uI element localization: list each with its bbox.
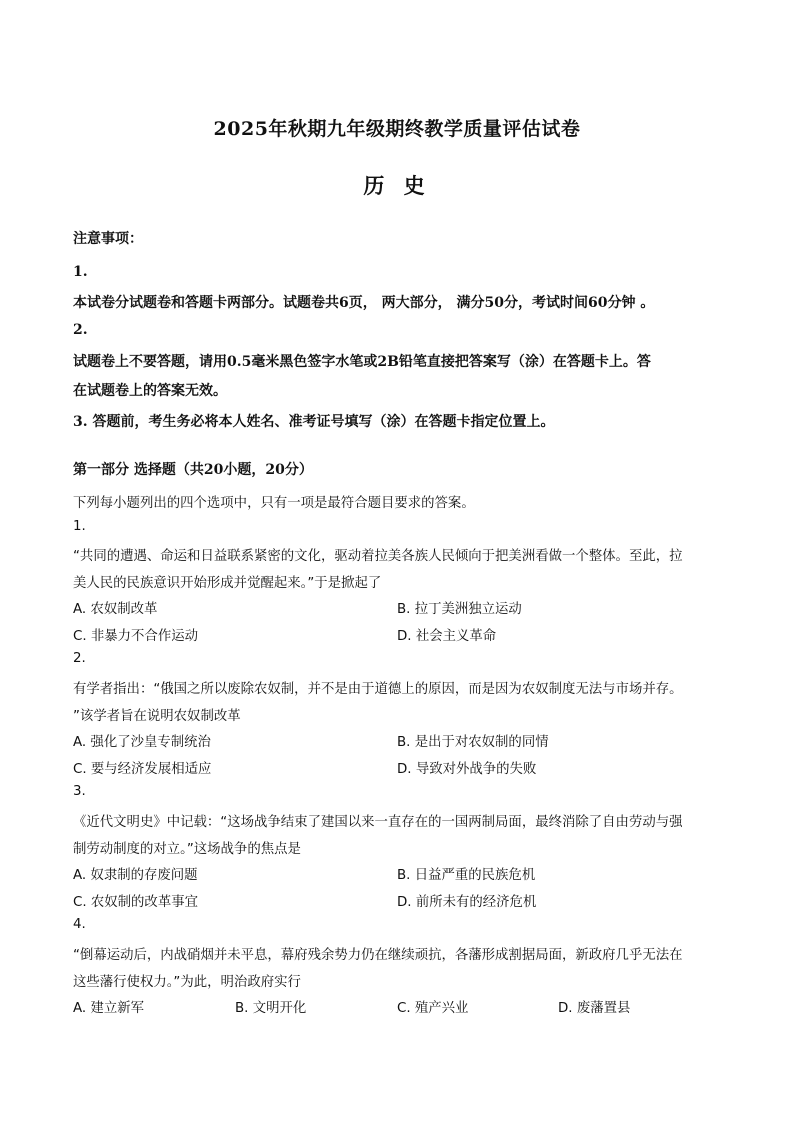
question-3-option-c: C. 农奴制的改革事宜	[73, 895, 198, 910]
notice-item-2-line2: 在试题卷上的答案无效。	[73, 383, 227, 399]
part1-heading: 第一部分 选择题（共20小题，20分）	[73, 462, 313, 478]
part1-instruction: 下列每小题列出的四个选项中，只有一项是最符合题目要求的答案。	[73, 496, 475, 511]
question-3-stem-line2: 制劳动制度的对立。”这场战争的焦点是	[73, 842, 301, 857]
notice-item-2-line1: 试题卷上不要答题，请用0.5毫米黑色签字水笔或2B铅笔直接把答案写（涂）在答题卡上。答	[73, 354, 651, 370]
question-4-number: 4.	[73, 917, 86, 932]
question-2-option-a: A. 强化了沙皇专制统治	[73, 735, 211, 750]
question-3-number: 3.	[73, 784, 86, 799]
question-1-option-b: B. 拉丁美洲独立运动	[397, 602, 522, 617]
question-1-option-d: D. 社会主义革命	[397, 629, 497, 644]
question-3-option-a: A. 奴隶制的存废问题	[73, 868, 198, 883]
question-4-stem-line1: “倒幕运动后，内战硝烟并未平息，幕府残余势力仍在继续顽抗，各藩形成割据局面，新政府几乎无法在	[73, 948, 683, 963]
question-3-stem-line1: 《近代文明史》中记载：“这场战争结束了建国以来一直存在的一国两制局面，最终消除了自由劳动与强	[73, 815, 683, 830]
notice-number-1: 1.	[73, 264, 88, 280]
question-4-stem-line2: 这些藩行使权力。”为此，明治政府实行	[73, 975, 301, 990]
question-3-option-d: D. 前所未有的经济危机	[397, 895, 537, 910]
notice-item-1: 本试卷分试题卷和答题卡两部分。试题卷共6页， 两大部分， 满分50分，考试时间60分钟 。	[73, 295, 655, 311]
notice-item-3: 3. 答题前，考生务必将本人姓名、准考证号填写（涂）在答题卡指定位置上。	[73, 414, 555, 430]
question-1-number: 1.	[73, 519, 86, 534]
question-2-stem-line1: 有学者指出：“俄国之所以废除农奴制，并不是由于道德上的原因，而是因为农奴制度无法与市场并存。	[73, 682, 683, 697]
question-3-option-b: B. 日益严重的民族危机	[397, 868, 536, 883]
question-2-option-b: B. 是出于对农奴制的同情	[397, 735, 549, 750]
question-2-number: 2.	[73, 651, 86, 666]
question-4-option-a: A. 建立新军	[73, 1001, 144, 1016]
question-1-option-a: A. 农奴制改革	[73, 602, 158, 617]
question-4-option-d: D. 废藩置县	[558, 1001, 631, 1016]
notice-number-2: 2.	[73, 322, 88, 338]
question-2-option-d: D. 导致对外战争的失败	[397, 762, 537, 777]
notice-heading: 注意事项：	[73, 231, 143, 247]
question-2-option-c: C. 要与经济发展相适应	[73, 762, 212, 777]
question-2-stem-line2: ”该学者旨在说明农奴制改革	[73, 709, 241, 724]
question-4-option-b: B. 文明开化	[235, 1001, 307, 1016]
question-1-stem-line2: 美人民的民族意识开始形成并觉醒起来。”于是掀起了	[73, 576, 382, 591]
question-1-stem-line1: “共同的遭遇、命运和日益联系紧密的文化，驱动着拉美各族人民倾向于把美洲看做一个整体。至此，拉	[73, 549, 683, 564]
question-4-option-c: C. 殖产兴业	[397, 1001, 469, 1016]
exam-title: 2025年秋期九年级期终教学质量评估试卷	[213, 118, 581, 140]
question-1-option-c: C. 非暴力不合作运动	[73, 629, 198, 644]
subject-title: 历 史	[363, 173, 431, 198]
